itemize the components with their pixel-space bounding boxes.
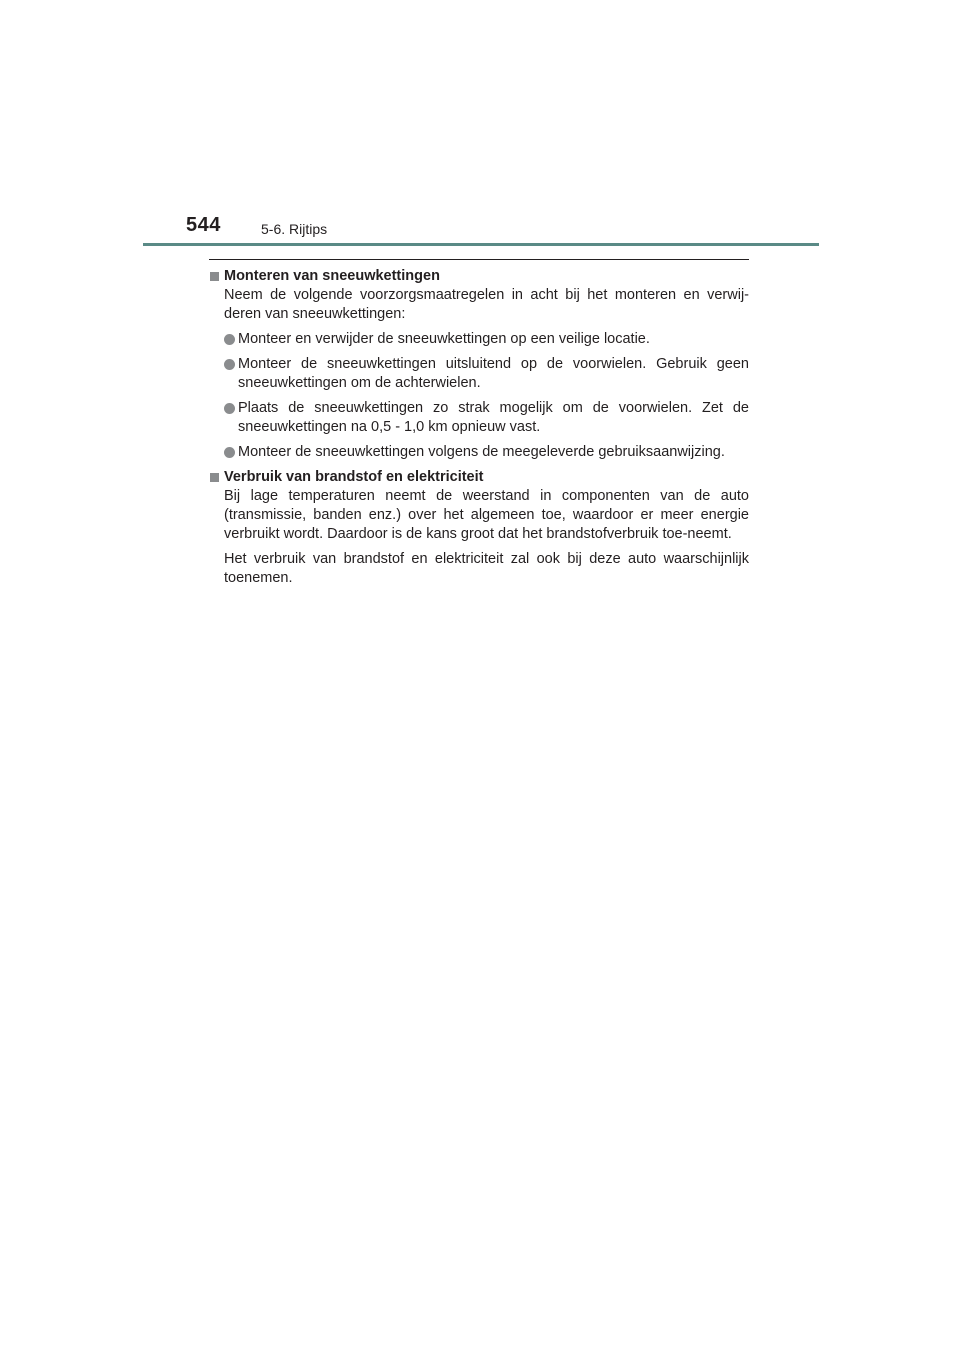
list-item bbox=[209, 443, 749, 462]
section-heading bbox=[209, 267, 749, 286]
page-header bbox=[0, 0, 960, 250]
circle-bullet-icon bbox=[224, 334, 235, 345]
list-item bbox=[209, 355, 749, 393]
precautions-list bbox=[209, 330, 749, 462]
list-item-text: Monteer de sneeuwkettingen uitsluitend op de voorwielen. Gebruik geen sneeuwkettingen om de achterwielen. bbox=[238, 356, 749, 391]
intro-paragraph: Neem de volgende voorzorgsmaatregelen in acht bij het monteren en verwij-deren van sneeuwkettingen: bbox=[224, 287, 749, 322]
section-heading-text: Verbruik van brandstof en elektriciteit bbox=[224, 469, 484, 485]
list-item-text: Monteer en verwijder de sneeuwkettingen op een veilige locatie. bbox=[238, 331, 650, 347]
page-content bbox=[209, 259, 749, 588]
header-divider bbox=[143, 243, 819, 246]
section-snow-chains bbox=[209, 267, 749, 462]
list-item bbox=[209, 330, 749, 349]
square-bullet-icon bbox=[210, 272, 219, 281]
body-paragraph: Het verbruik van brandstof en elektriciteit zal ook bij deze auto waarschijnlijk toenemen. bbox=[224, 551, 749, 586]
circle-bullet-icon bbox=[224, 447, 235, 458]
section-title: 5-6. Rijtips bbox=[261, 221, 328, 237]
section-heading-text: Monteren van sneeuwkettingen bbox=[224, 268, 440, 284]
list-item-text: Plaats de sneeuwkettingen zo strak mogelijk om de voorwielen. Zet de sneeuwkettingen na 0,5 - 1,0 km opnieuw vast. bbox=[238, 400, 749, 435]
list-item-text: Monteer de sneeuwkettingen volgens de meegeleverde gebruiksaanwijzing. bbox=[238, 444, 725, 460]
list-item bbox=[209, 399, 749, 437]
circle-bullet-icon bbox=[224, 359, 235, 370]
content-divider bbox=[209, 259, 749, 260]
page-number: 544 bbox=[186, 214, 221, 236]
section-fuel-consumption bbox=[209, 468, 749, 588]
body-paragraph: Bij lage temperaturen neemt de weerstand in componenten van de auto (transmissie, banden enz.) over het algemeen toe, waardoor er meer energie verbruikt wordt. Daardoor is de kans groot dat het brandstofverbruik toe-neemt. bbox=[224, 488, 749, 542]
square-bullet-icon bbox=[210, 473, 219, 482]
section-heading bbox=[209, 468, 749, 487]
circle-bullet-icon bbox=[224, 403, 235, 414]
